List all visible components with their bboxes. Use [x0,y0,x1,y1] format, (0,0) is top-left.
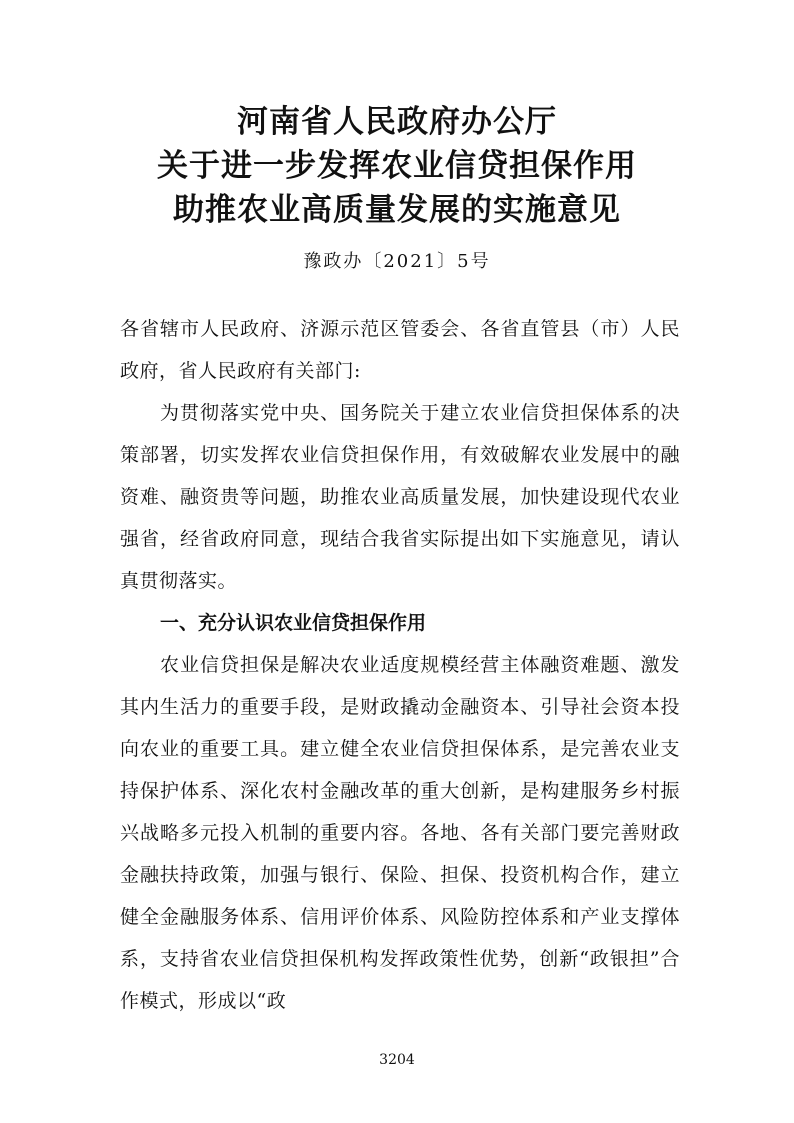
page-number: 3204 [379,1052,415,1068]
intro-paragraph: 为贯彻落实党中央、国务院关于建立农业信贷担保体系的决策部署，切实发挥农业信贷担保作用，有效破解农业发展中的融资难、融资贵等问题，助推农业高质量发展，加快建设现代农业强省，经省政府同意，现结合我省实际提出如下实施意见，请认真贯彻落实。 [120,402,680,592]
document-title [0,100,794,232]
document-body [120,308,680,1022]
title-line-1: 河南省人民政府办公厅 [237,104,557,140]
title-line-3: 助推农业高质量发展的实施意见 [173,192,621,228]
addressee: 各省辖市人民政府、济源示范区管委会、各省直管县（市）人民政府，省人民政府有关部门: [120,318,680,382]
title-line-2: 关于进一步发挥农业信贷担保作用 [157,148,637,184]
document-number: 豫政办〔2021〕5号 [303,251,491,272]
section-1-heading: 一、充分认识农业信贷担保作用 [160,612,427,634]
section-1-paragraph: 农业信贷担保是解决农业适度规模经营主体融资难题、激发其内生活力的重要手段，是财政撬动金融资本、引导社会资本投向农业的重要工具。建立健全农业信贷担保体系，是完善农业支持保护体系、深化农村金融改革的重大创新，是构建服务乡村振兴战略多元投入机制的重要内容。各地、各有关部门要完善财政金融扶持政策，加强与银行、保险、担保、投资机构合作，建立健全金融服务体系、信用评价体系、风险防控体系和产业支撑体系，支持省农业信贷担保机构发挥政策性优势，创新“政银担”合作模式，形成以“政 [120,654,680,1012]
